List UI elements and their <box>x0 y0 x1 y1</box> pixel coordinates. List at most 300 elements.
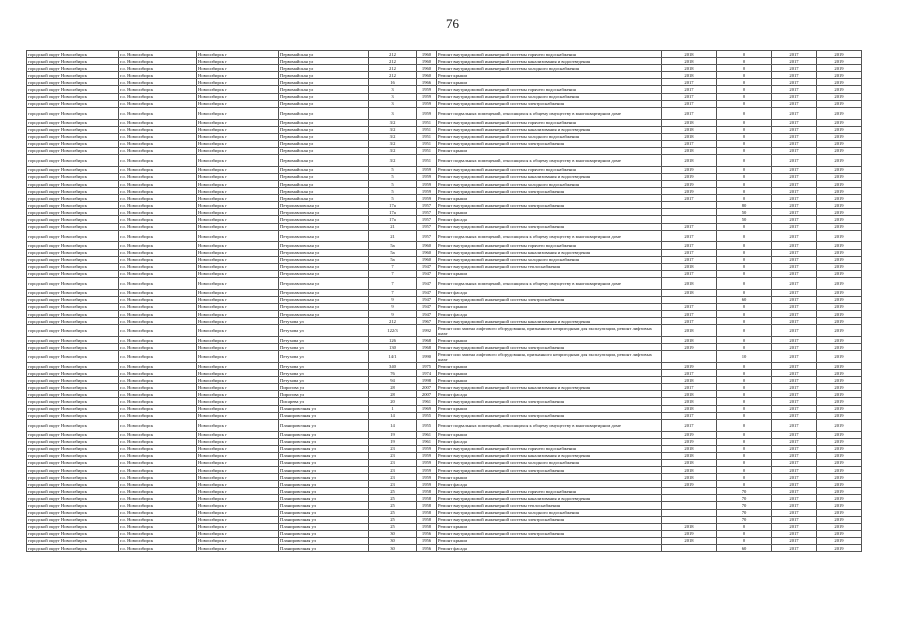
cell-locality: Новосибирск г <box>197 502 279 509</box>
cell-locality: Новосибирск г <box>197 481 279 488</box>
cell-district: городской округ Новосибирск <box>27 488 119 495</box>
cell-house: 3/2 <box>369 155 417 167</box>
cell-year: 1947 <box>417 311 437 318</box>
cell-w-count: 0 <box>717 51 772 58</box>
cell-w-count: 0 <box>717 93 772 100</box>
cell-w-from: 2019 <box>662 362 717 369</box>
table-row <box>27 412 862 419</box>
table-row <box>27 452 862 459</box>
cell-house: 25 <box>369 488 417 495</box>
cell-district: городской округ Новосибирск <box>27 370 119 377</box>
cell-year: 1960 <box>417 242 437 249</box>
cell-year: 1959 <box>417 107 437 119</box>
cell-y-end: 2019 <box>817 223 862 230</box>
cell-locality-type: г.о. Новосибирск <box>119 412 197 419</box>
cell-street: Петропавловская ул <box>279 296 369 303</box>
cell-y-end: 2019 <box>817 495 862 502</box>
cell-w-from <box>662 202 717 209</box>
cell-district: городской округ Новосибирск <box>27 209 119 216</box>
cell-y-start: 2017 <box>772 249 817 256</box>
cell-district: городской округ Новосибирск <box>27 481 119 488</box>
cell-y-start: 2017 <box>772 377 817 384</box>
cell-w-count: 0 <box>717 263 772 270</box>
cell-house: 9 <box>369 311 417 318</box>
cell-w-from: 2019 <box>662 431 717 438</box>
cell-locality: Новосибирск г <box>197 545 279 552</box>
cell-w-count: 0 <box>717 119 772 126</box>
cell-street: Планировочная ул <box>279 474 369 481</box>
cell-w-count: 0 <box>717 459 772 466</box>
cell-y-start: 2017 <box>772 58 817 65</box>
cell-street: Петухова ул <box>279 344 369 351</box>
cell-house: 23 <box>369 466 417 473</box>
cell-w-count: 0 <box>717 107 772 119</box>
cell-district: городской округ Новосибирск <box>27 126 119 133</box>
cell-year: 1959 <box>417 166 437 173</box>
cell-w-from: 2017 <box>662 412 717 419</box>
cell-locality: Новосибирск г <box>197 523 279 530</box>
cell-district: городской округ Новосибирск <box>27 181 119 188</box>
cell-locality-type: г.о. Новосибирск <box>119 344 197 351</box>
cell-w-from: 2018 <box>662 445 717 452</box>
cell-house: 212 <box>369 318 417 325</box>
table-row <box>27 79 862 86</box>
cell-locality-type: г.о. Новосибирск <box>119 107 197 119</box>
table-row <box>27 65 862 72</box>
table-row <box>27 188 862 195</box>
cell-house: 21 <box>369 230 417 242</box>
cell-w-count: 0 <box>717 537 772 544</box>
cell-street: Планировочная ул <box>279 466 369 473</box>
table-row <box>27 545 862 552</box>
table-row <box>27 216 862 223</box>
cell-work: Ремонт внутридомовой инженерной системы электроснабжения <box>437 100 662 107</box>
cell-street: Первомайская ул <box>279 166 369 173</box>
cell-year: 1968 <box>417 344 437 351</box>
cell-work: Ремонт внутридомовой инженерной системы канализования и водоотведения <box>437 318 662 325</box>
table-row <box>27 481 862 488</box>
cell-locality-type: г.о. Новосибирск <box>119 296 197 303</box>
cell-w-from: 2017 <box>662 249 717 256</box>
cell-street: Планировочная ул <box>279 438 369 445</box>
cell-district: городской округ Новосибирск <box>27 195 119 202</box>
cell-street: Первомайская ул <box>279 181 369 188</box>
cell-locality: Новосибирск г <box>197 488 279 495</box>
cell-locality: Новосибирск г <box>197 303 279 310</box>
cell-w-count: 0 <box>717 58 772 65</box>
cell-year: 1960 <box>417 256 437 263</box>
cell-locality-type: г.о. Новосибирск <box>119 166 197 173</box>
cell-street: Петухова ул <box>279 318 369 325</box>
cell-w-from: 2018 <box>662 126 717 133</box>
cell-y-start: 2017 <box>772 93 817 100</box>
cell-y-start: 2017 <box>772 336 817 343</box>
cell-street: Первомайская ул <box>279 107 369 119</box>
table-row <box>27 488 862 495</box>
cell-house: 3/2 <box>369 133 417 140</box>
cell-work: Ремонт внутридомовой инженерной системы холодного водоснабжения <box>437 93 662 100</box>
cell-y-start: 2017 <box>772 391 817 398</box>
cell-district: городской округ Новосибирск <box>27 65 119 72</box>
table-row <box>27 466 862 473</box>
cell-street: Первомайская ул <box>279 100 369 107</box>
cell-work: Ремонт подвальных помещений, относящихся к общему имуществу в многоквартирном доме <box>437 419 662 431</box>
cell-y-end: 2019 <box>817 209 862 216</box>
cell-street: Планировочная ул <box>279 445 369 452</box>
cell-y-end: 2019 <box>817 384 862 391</box>
cell-locality: Новосибирск г <box>197 452 279 459</box>
cell-street: Петухова ул <box>279 362 369 369</box>
cell-work: Ремонт внутридомовой инженерной системы горячего водоснабжения <box>437 51 662 58</box>
cell-street: Первомайская ул <box>279 133 369 140</box>
cell-locality-type: г.о. Новосибирск <box>119 263 197 270</box>
cell-year: 2007 <box>417 391 437 398</box>
cell-w-from: 2018 <box>662 119 717 126</box>
cell-work: Ремонт крыши <box>437 431 662 438</box>
cell-locality-type: г.о. Новосибирск <box>119 277 197 289</box>
cell-work: Ремонт крыши <box>437 537 662 544</box>
cell-w-count: 0 <box>717 377 772 384</box>
cell-locality: Новосибирск г <box>197 474 279 481</box>
cell-y-start: 2017 <box>772 438 817 445</box>
cell-locality: Новосибирск г <box>197 209 279 216</box>
cell-w-count: 60 <box>717 296 772 303</box>
cell-y-end: 2019 <box>817 100 862 107</box>
cell-year: 1959 <box>417 481 437 488</box>
cell-y-start: 2017 <box>772 459 817 466</box>
cell-locality-type: г.о. Новосибирск <box>119 249 197 256</box>
cell-locality: Новосибирск г <box>197 242 279 249</box>
cell-street: Петухова ул <box>279 351 369 363</box>
cell-w-from: 2017 <box>662 100 717 107</box>
cell-street: Петропавловская ул <box>279 277 369 289</box>
cell-house: 130 <box>369 344 417 351</box>
cell-w-from: 2017 <box>662 230 717 242</box>
cell-house: 5 <box>369 188 417 195</box>
cell-y-end: 2019 <box>817 431 862 438</box>
cell-w-count: 0 <box>717 412 772 419</box>
cell-district: городской округ Новосибирск <box>27 545 119 552</box>
cell-street: Планировочная ул <box>279 431 369 438</box>
cell-street: Петропавловская ул <box>279 216 369 223</box>
cell-street: Планировочная ул <box>279 452 369 459</box>
cell-street: Первомайская ул <box>279 79 369 86</box>
cell-year: 1947 <box>417 270 437 277</box>
cell-y-end: 2019 <box>817 181 862 188</box>
cell-house: 23 <box>369 459 417 466</box>
cell-w-from <box>662 351 717 363</box>
cell-locality: Новосибирск г <box>197 325 279 337</box>
cell-y-end: 2019 <box>817 256 862 263</box>
cell-street: Первомайская ул <box>279 173 369 180</box>
cell-w-from: 2018 <box>662 459 717 466</box>
cell-locality-type: г.о. Новосибирск <box>119 65 197 72</box>
cell-w-count: 70 <box>717 502 772 509</box>
table-row <box>27 133 862 140</box>
cell-house: 23 <box>369 452 417 459</box>
cell-locality: Новосибирск г <box>197 202 279 209</box>
cell-w-from: 2018 <box>662 466 717 473</box>
cell-year: 1947 <box>417 303 437 310</box>
cell-y-start: 2017 <box>772 311 817 318</box>
cell-year: 1959 <box>417 466 437 473</box>
cell-y-start: 2017 <box>772 126 817 133</box>
cell-house: 23 <box>369 445 417 452</box>
cell-w-from: 2018 <box>662 65 717 72</box>
cell-w-from: 2018 <box>662 452 717 459</box>
cell-year: 1951 <box>417 140 437 147</box>
cell-district: городской округ Новосибирск <box>27 405 119 412</box>
cell-y-start: 2017 <box>772 384 817 391</box>
cell-y-end: 2019 <box>817 398 862 405</box>
cell-y-end: 2019 <box>817 126 862 133</box>
cell-house: 30 <box>369 530 417 537</box>
cell-work: Ремонт внутридомовой инженерной системы электроснабжения <box>437 140 662 147</box>
cell-locality-type: г.о. Новосибирск <box>119 202 197 209</box>
cell-locality-type: г.о. Новосибирск <box>119 216 197 223</box>
cell-y-end: 2019 <box>817 523 862 530</box>
cell-locality-type: г.о. Новосибирск <box>119 398 197 405</box>
cell-year: 1956 <box>417 537 437 544</box>
cell-y-end: 2019 <box>817 249 862 256</box>
cell-y-end: 2019 <box>817 107 862 119</box>
cell-locality-type: г.о. Новосибирск <box>119 230 197 242</box>
cell-street: Первомайская ул <box>279 188 369 195</box>
cell-year: 1959 <box>417 452 437 459</box>
cell-w-count: 0 <box>717 223 772 230</box>
cell-house: 21 <box>369 223 417 230</box>
cell-house: 5а <box>369 256 417 263</box>
cell-house: 9 <box>369 303 417 310</box>
cell-y-start: 2017 <box>772 107 817 119</box>
cell-y-end: 2019 <box>817 155 862 167</box>
cell-locality: Новосибирск г <box>197 230 279 242</box>
cell-street: Петропавловская ул <box>279 303 369 310</box>
cell-locality-type: г.о. Новосибирск <box>119 431 197 438</box>
table-row <box>27 502 862 509</box>
cell-locality-type: г.о. Новосибирск <box>119 545 197 552</box>
cell-year: 1959 <box>417 195 437 202</box>
table-row <box>27 166 862 173</box>
cell-w-from: 2018 <box>662 58 717 65</box>
cell-district: городской округ Новосибирск <box>27 523 119 530</box>
cell-work: Ремонт крыши <box>437 377 662 384</box>
cell-y-start: 2017 <box>772 65 817 72</box>
cell-w-from: 2019 <box>662 481 717 488</box>
cell-y-start: 2017 <box>772 242 817 249</box>
cell-y-end: 2019 <box>817 133 862 140</box>
cell-locality: Новосибирск г <box>197 195 279 202</box>
cell-work: Ремонт внутридомовой инженерной системы канализования и водоотведения <box>437 495 662 502</box>
cell-locality: Новосибирск г <box>197 466 279 473</box>
cell-work: Ремонт внутридомовой инженерной системы теплоснабжения <box>437 502 662 509</box>
cell-work: Ремонт внутридомовой инженерной системы горячего водоснабжения <box>437 119 662 126</box>
cell-locality: Новосибирск г <box>197 86 279 93</box>
cell-district: городской округ Новосибирск <box>27 384 119 391</box>
cell-house: 1 <box>369 405 417 412</box>
cell-locality-type: г.о. Новосибирск <box>119 452 197 459</box>
cell-y-end: 2019 <box>817 58 862 65</box>
cell-w-count: 0 <box>717 344 772 351</box>
page-number: 76 <box>446 16 459 31</box>
cell-work: Ремонт крыши <box>437 523 662 530</box>
cell-locality-type: г.о. Новосибирск <box>119 336 197 343</box>
cell-w-count: 0 <box>717 303 772 310</box>
cell-w-from: 2017 <box>662 79 717 86</box>
table-row <box>27 93 862 100</box>
cell-w-from: 2018 <box>662 398 717 405</box>
cell-house: 23 <box>369 474 417 481</box>
cell-year: 1958 <box>417 495 437 502</box>
cell-w-from: 2018 <box>662 133 717 140</box>
table-row <box>27 119 862 126</box>
cell-street: Пирогова ул <box>279 391 369 398</box>
cell-work: Ремонт внутридомовой инженерной системы горячего водоснабжения <box>437 166 662 173</box>
cell-year: 1959 <box>417 173 437 180</box>
cell-y-start: 2017 <box>772 133 817 140</box>
cell-w-count: 0 <box>717 86 772 93</box>
table-row <box>27 459 862 466</box>
table-row <box>27 474 862 481</box>
cell-district: городской округ Новосибирск <box>27 318 119 325</box>
cell-house: 3 <box>369 107 417 119</box>
cell-y-start: 2017 <box>772 523 817 530</box>
cell-district: городской округ Новосибирск <box>27 147 119 154</box>
cell-y-end: 2019 <box>817 140 862 147</box>
cell-w-count: 0 <box>717 362 772 369</box>
cell-locality-type: г.о. Новосибирск <box>119 72 197 79</box>
cell-y-start: 2017 <box>772 86 817 93</box>
cell-year: 1960 <box>417 249 437 256</box>
cell-locality: Новосибирск г <box>197 249 279 256</box>
cell-locality-type: г.о. Новосибирск <box>119 256 197 263</box>
cell-year: 1958 <box>417 509 437 516</box>
cell-locality-type: г.о. Новосибирск <box>119 523 197 530</box>
cell-y-end: 2019 <box>817 344 862 351</box>
cell-locality-type: г.о. Новосибирск <box>119 147 197 154</box>
cell-district: городской округ Новосибирск <box>27 79 119 86</box>
cell-district: городской округ Новосибирск <box>27 202 119 209</box>
cell-y-start: 2017 <box>772 181 817 188</box>
table-row <box>27 370 862 377</box>
cell-locality: Новосибирск г <box>197 311 279 318</box>
cell-y-end: 2019 <box>817 147 862 154</box>
cell-street: Первомайская ул <box>279 126 369 133</box>
cell-w-from <box>662 516 717 523</box>
cell-locality: Новосибирск г <box>197 51 279 58</box>
cell-locality-type: г.о. Новосибирск <box>119 438 197 445</box>
cell-work: Ремонт крыши <box>437 270 662 277</box>
cell-district: городской округ Новосибирск <box>27 277 119 289</box>
cell-y-start: 2017 <box>772 100 817 107</box>
cell-w-count: 70 <box>717 495 772 502</box>
cell-district: городской округ Новосибирск <box>27 537 119 544</box>
cell-district: городской округ Новосибирск <box>27 51 119 58</box>
table-row <box>27 391 862 398</box>
cell-y-start: 2017 <box>772 256 817 263</box>
cell-locality: Новосибирск г <box>197 405 279 412</box>
cell-locality-type: г.о. Новосибирск <box>119 495 197 502</box>
cell-w-count: 0 <box>717 173 772 180</box>
cell-locality: Новосибирск г <box>197 72 279 79</box>
cell-locality: Новосибирск г <box>197 166 279 173</box>
cell-house: 94 <box>369 377 417 384</box>
cell-w-count: 0 <box>717 530 772 537</box>
cell-house: 126 <box>369 336 417 343</box>
cell-y-end: 2019 <box>817 202 862 209</box>
cell-work: Ремонт внутридомовой инженерной системы электроснабжения <box>437 412 662 419</box>
cell-y-start: 2017 <box>772 495 817 502</box>
cell-year: 1959 <box>417 459 437 466</box>
cell-w-count: 70 <box>717 516 772 523</box>
cell-y-end: 2019 <box>817 419 862 431</box>
cell-w-from: 2018 <box>662 377 717 384</box>
cell-w-count: 0 <box>717 466 772 473</box>
cell-work: Ремонт крыши <box>437 405 662 412</box>
cell-district: городской округ Новосибирск <box>27 263 119 270</box>
cell-street: Планировочная ул <box>279 545 369 552</box>
cell-locality-type: г.о. Новосибирск <box>119 51 197 58</box>
cell-w-count: 0 <box>717 474 772 481</box>
cell-work: Ремонт крыши <box>437 336 662 343</box>
cell-y-end: 2019 <box>817 119 862 126</box>
cell-y-start: 2017 <box>772 209 817 216</box>
cell-work: Ремонт внутридомовой инженерной системы электроснабжения <box>437 202 662 209</box>
cell-y-end: 2019 <box>817 188 862 195</box>
cell-street: Первомайская ул <box>279 140 369 147</box>
cell-y-end: 2019 <box>817 452 862 459</box>
cell-year: 1961 <box>417 438 437 445</box>
cell-y-end: 2019 <box>817 289 862 296</box>
cell-district: городской округ Новосибирск <box>27 242 119 249</box>
cell-house: 25 <box>369 523 417 530</box>
cell-y-start: 2017 <box>772 140 817 147</box>
table-row <box>27 270 862 277</box>
cell-work: Ремонт крыши <box>437 147 662 154</box>
cell-street: Петропавловская ул <box>279 230 369 242</box>
cell-y-start: 2017 <box>772 502 817 509</box>
cell-y-start: 2017 <box>772 270 817 277</box>
cell-house: 20 <box>369 398 417 405</box>
cell-w-count: 0 <box>717 72 772 79</box>
cell-w-count: 0 <box>717 270 772 277</box>
table-row <box>27 195 862 202</box>
cell-house: 25 <box>369 502 417 509</box>
cell-work: Ремонт внутридомовой инженерной системы электроснабжения <box>437 188 662 195</box>
cell-locality-type: г.о. Новосибирск <box>119 126 197 133</box>
cell-work: Ремонт внутридомовой инженерной системы канализования и водоотведения <box>437 58 662 65</box>
cell-locality-type: г.о. Новосибирск <box>119 173 197 180</box>
cell-locality: Новосибирск г <box>197 391 279 398</box>
cell-locality-type: г.о. Новосибирск <box>119 155 197 167</box>
cell-year: 1951 <box>417 126 437 133</box>
cell-y-end: 2019 <box>817 51 862 58</box>
cell-w-count: 0 <box>717 147 772 154</box>
cell-locality: Новосибирск г <box>197 344 279 351</box>
cell-w-count: 0 <box>717 445 772 452</box>
cell-y-start: 2017 <box>772 488 817 495</box>
cell-house: 212 <box>369 58 417 65</box>
cell-w-from: 2018 <box>662 523 717 530</box>
cell-house: 5 <box>369 181 417 188</box>
cell-y-end: 2019 <box>817 405 862 412</box>
cell-street: Планировочная ул <box>279 516 369 523</box>
cell-street: Планировочная ул <box>279 523 369 530</box>
cell-w-from: 2019 <box>662 173 717 180</box>
cell-y-start: 2017 <box>772 466 817 473</box>
table-row <box>27 209 862 216</box>
cell-house: 7 <box>369 263 417 270</box>
